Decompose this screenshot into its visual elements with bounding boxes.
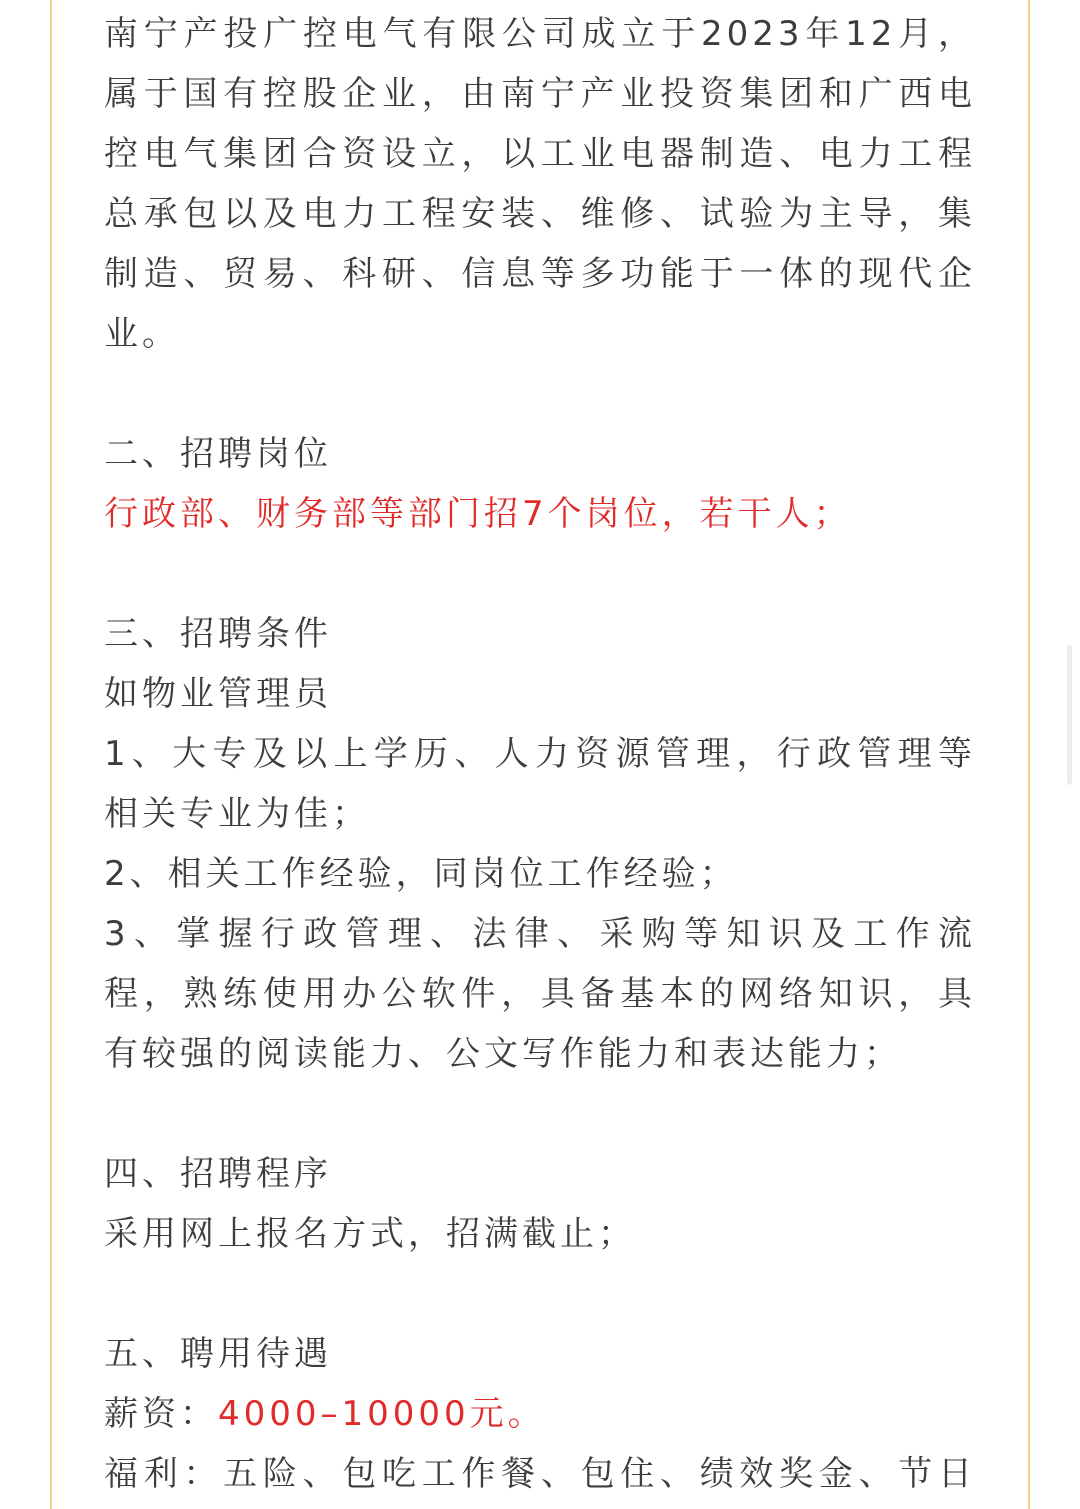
section-heading-procedure: 四、招聘程序 bbox=[104, 1154, 332, 1194]
section-heading-requirements: 三、招聘条件 bbox=[104, 614, 332, 654]
intro-line: 属于国有控股企业，由南宁产业投资集团和广西电 bbox=[104, 74, 976, 114]
requirement-line: 程，熟练使用办公软件，具备基本的网络知识，具 bbox=[104, 974, 976, 1014]
company-intro bbox=[104, 4, 976, 364]
section-heading-compensation: 五、聘用待遇 bbox=[104, 1334, 332, 1374]
benefits-line: 福利：五险、包吃工作餐、包住、绩效奖金、节日 bbox=[104, 1454, 976, 1494]
intro-line: 控电气集团合资设立，以工业电器制造、电力工程 bbox=[104, 134, 976, 174]
requirement-line: 2、相关工作经验，同岗位工作经验； bbox=[104, 854, 738, 894]
spacer bbox=[104, 1264, 976, 1324]
scrollbar-thumb[interactable] bbox=[1067, 645, 1072, 785]
positions-highlight: 行政部、财务部等部门招7个岗位，若干人； bbox=[104, 494, 852, 534]
frame-right-border bbox=[1028, 0, 1030, 1509]
intro-line: 制造、贸易、科研、信息等多功能于一体的现代企 bbox=[104, 254, 976, 294]
spacer bbox=[104, 364, 976, 424]
section-heading-positions: 二、招聘岗位 bbox=[104, 434, 332, 474]
spacer bbox=[104, 544, 976, 604]
salary-label: 薪资： bbox=[104, 1394, 218, 1434]
intro-line: 总承包以及电力工程安装、维修、试验为主导，集 bbox=[104, 194, 976, 234]
requirement-line: 1、大专及以上学历、人力资源管理，行政管理等 bbox=[104, 734, 976, 774]
intro-line: 南宁产投广控电气有限公司成立于2023年12月， bbox=[104, 14, 976, 54]
intro-line: 业。 bbox=[104, 314, 180, 354]
spacer bbox=[104, 1084, 976, 1144]
frame-left-border bbox=[50, 0, 52, 1509]
requirement-line: 有较强的阅读能力、公文写作能力和表达能力； bbox=[104, 1034, 902, 1074]
requirement-line: 3、掌握行政管理、法律、采购等知识及工作流 bbox=[104, 914, 976, 954]
salary-row bbox=[104, 1384, 976, 1444]
procedure-text: 采用网上报名方式，招满截止； bbox=[104, 1214, 636, 1254]
article-body bbox=[104, 0, 976, 1504]
salary-value: 4000–10000元。 bbox=[218, 1394, 546, 1434]
requirement-line: 相关专业为佳； bbox=[104, 794, 370, 834]
requirements-subtitle: 如物业管理员 bbox=[104, 674, 332, 714]
